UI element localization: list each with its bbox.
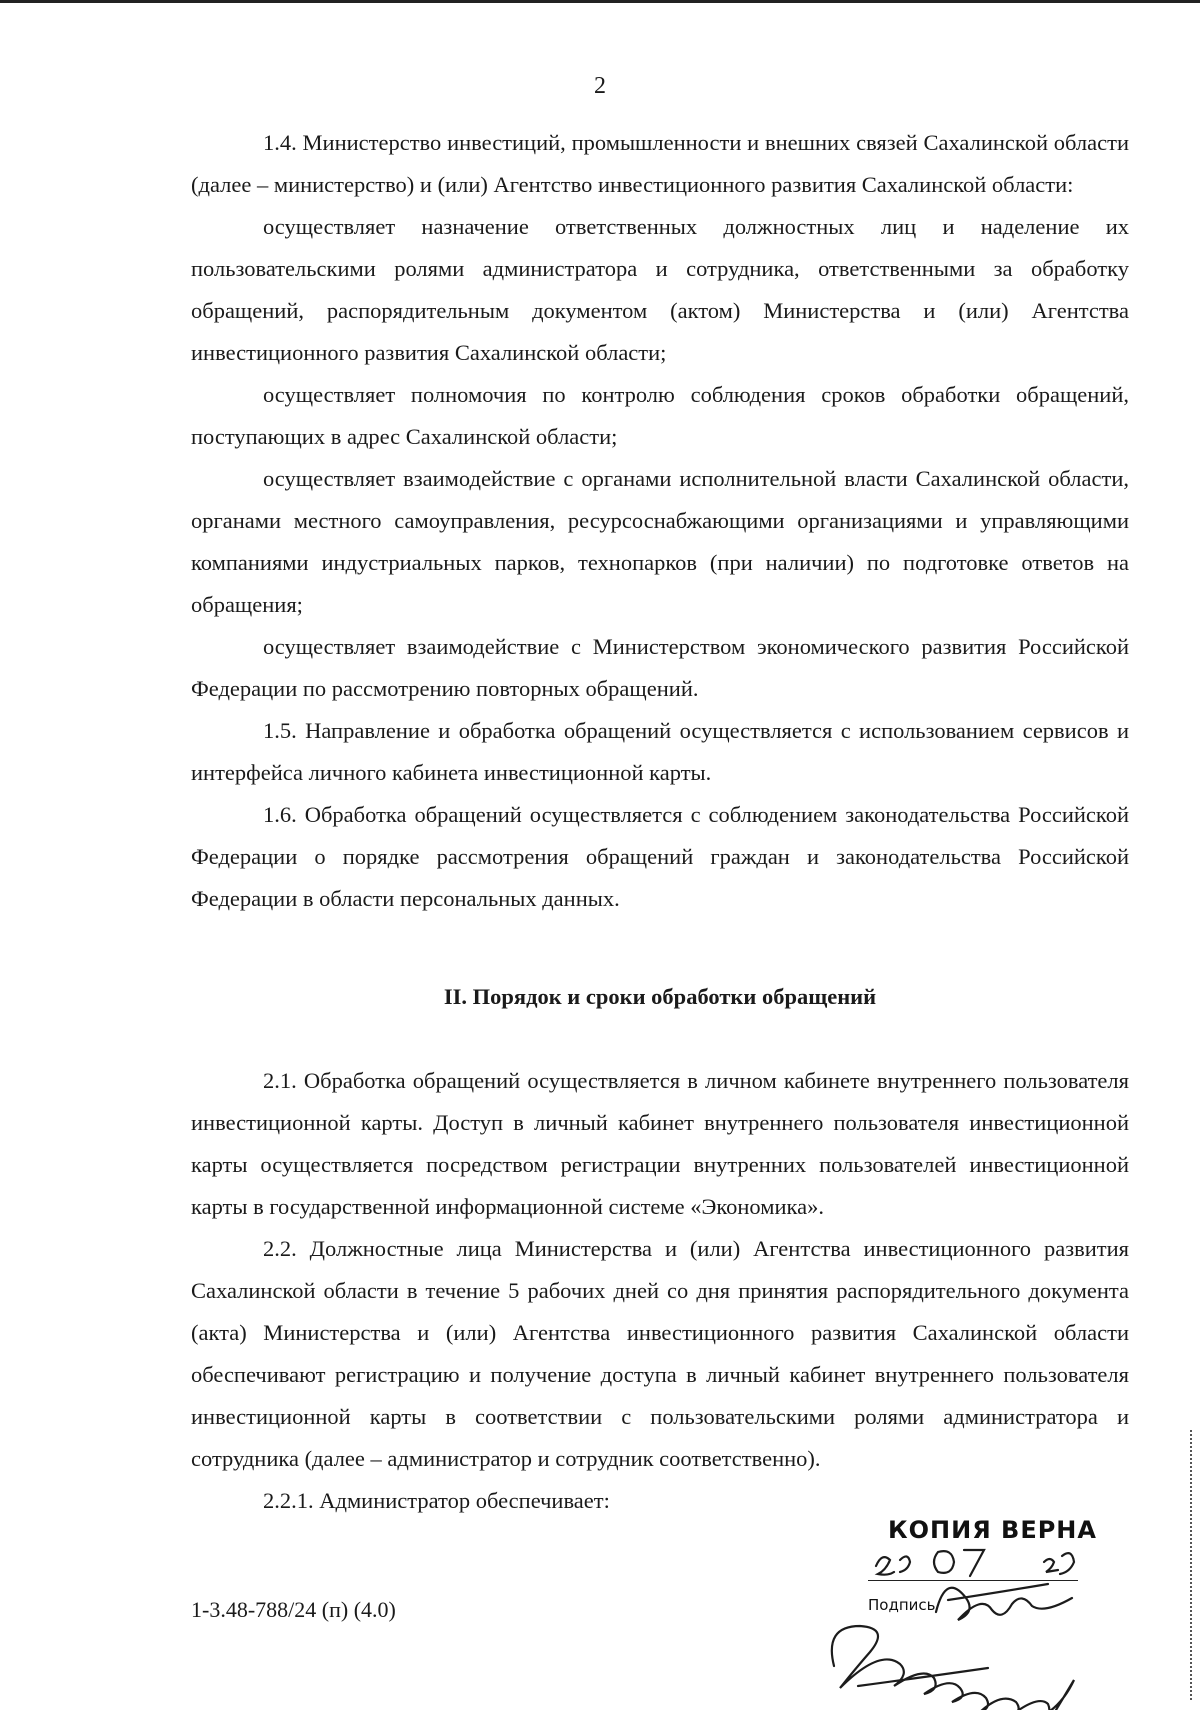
- document-body: [191, 122, 1129, 1522]
- paragraph-2-2: 2.2. Должностные лица Министерства и (или) Агентства инвестиционного развития Сахалинской области в течение 5 рабочих дней со дня принятия распорядительного документа (акта) Министерства и (или) Агентства инвестиционного развития Сахалинской области обеспечивают регистрацию и получение доступа в личный кабинет внутреннего пользователя инвестиционной карты в соответствии с пользовательскими ролями администратора и сотрудника (далее – администратор и сотрудник соответственно).: [191, 1236, 1129, 1471]
- top-border-line: [0, 0, 1200, 3]
- paragraph-control: осуществляет полномочия по контролю соблюдения сроков обработки обращений, поступающих в адрес Сахалинской области;: [191, 382, 1129, 449]
- copy-certified-stamp: [818, 1516, 1118, 1710]
- paragraph-2-2-1: 2.2.1. Администратор обеспечивает:: [263, 1488, 610, 1513]
- section-heading: II. Порядок и сроки обработки обращений: [443, 984, 877, 1009]
- paragraph-1-6: 1.6. Обработка обращений осуществляется с соблюдением законодательства Российской Федерации о порядке рассмотрения обращений граждан и законодательства Российской Федерации в области персональных данных.: [191, 802, 1129, 911]
- paragraph-interaction-ministry: осуществляет взаимодействие с Министерством экономического развития Российской Федерации по рассмотрению повторных обращений.: [191, 634, 1129, 701]
- scan-edge-artifact: [1190, 1430, 1194, 1700]
- paragraph-2-1: 2.1. Обработка обращений осуществляется в личном кабинете внутреннего пользователя инвестиционной карты. Доступ в личный кабинет внутреннего пользователя инвестиционной карты осуществляется посредством регистрации внутренних пользователей инвестиционной карты в государственной информационной системе «Экономика».: [191, 1068, 1129, 1219]
- paragraph-1-5: 1.5. Направление и обработка обращений осуществляется с использованием сервисов и интерфейса личного кабинета инвестиционной карты.: [191, 718, 1129, 785]
- stamp-signature-label: Подпись: [868, 1596, 936, 1614]
- paragraph-1-4: 1.4. Министерство инвестиций, промышленности и внешних связей Сахалинской области (далее – министерство) и (или) Агентство инвестиционного развития Сахалинской области:: [191, 130, 1129, 197]
- handwritten-signature: [818, 1516, 1118, 1710]
- document-code: 1-3.48-788/24 (п) (4.0): [191, 1597, 396, 1622]
- paragraph-interaction-authorities: осуществляет взаимодействие с органами исполнительной власти Сахалинской области, органами местного самоуправления, ресурсоснабжающими организациями и управляющими компаниями индустриальных парков, технопарков (при наличии) по подготовке ответов на обращения;: [191, 466, 1129, 617]
- page-number: 2: [594, 73, 606, 99]
- stamp-title: КОПИЯ ВЕРНА: [888, 1516, 1097, 1544]
- paragraph-appointment: осуществляет назначение ответственных должностных лиц и наделение их пользовательскими ролями администратора и сотрудника, ответственными за обработку обращений, распорядительным документом (актом) Министерства и (или) Агентства инвестиционного развития Сахалинской области;: [191, 214, 1129, 365]
